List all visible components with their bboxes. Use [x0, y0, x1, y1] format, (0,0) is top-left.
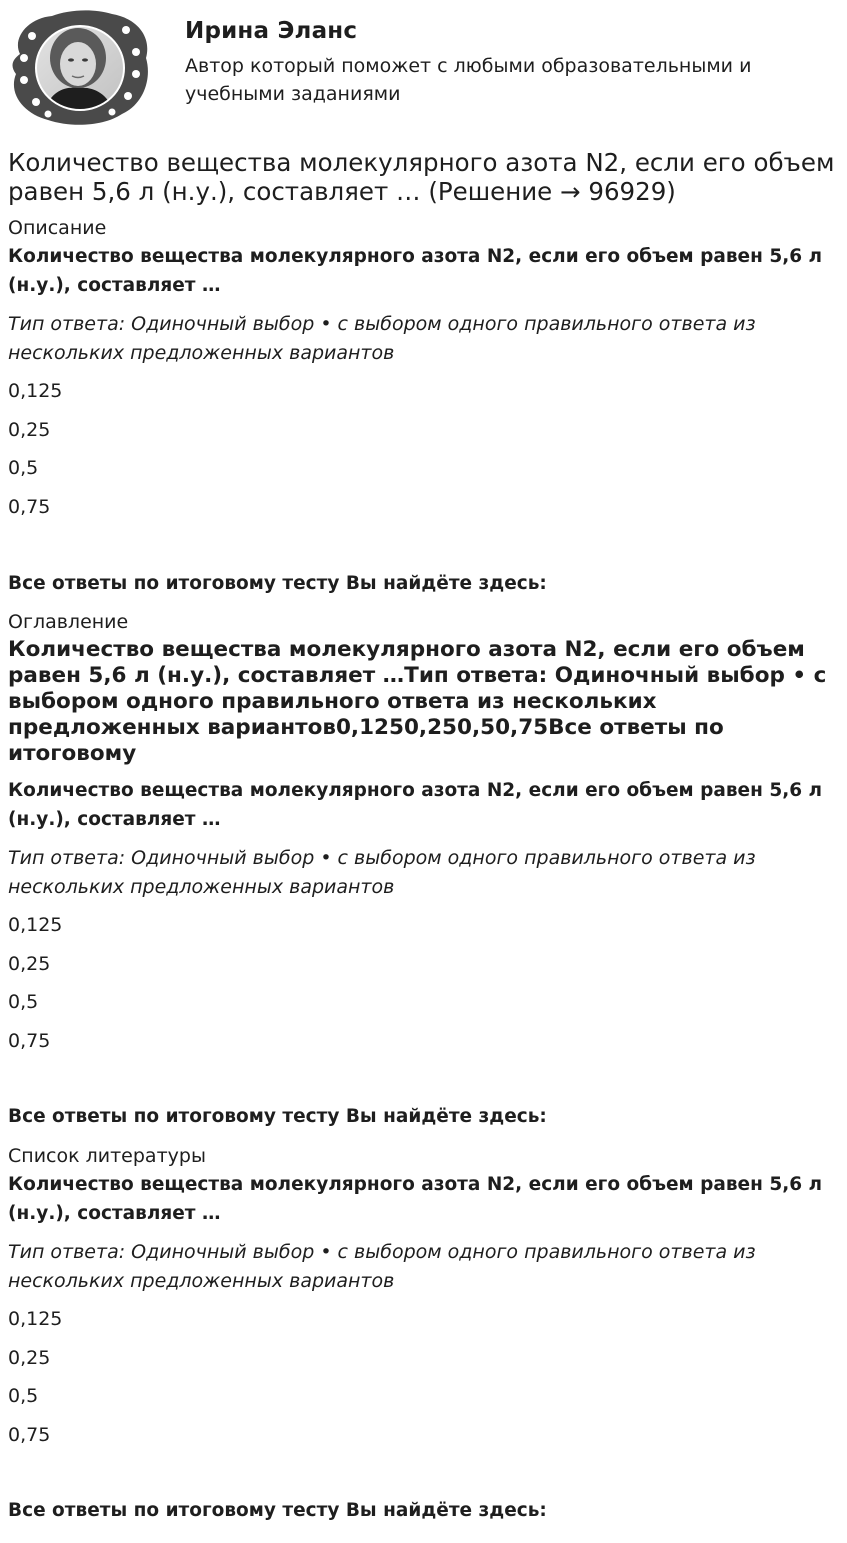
answer-option: 0,75 [8, 495, 51, 518]
author-description: Автор который поможет с любыми образовательными и учебными заданиями [185, 55, 752, 105]
section-label: Список литературы [8, 1145, 206, 1167]
answer-type: Тип ответа: Одиночный выбор • с выбором одного правильного ответа из нескольких предложенных вариантов [8, 847, 756, 898]
all-answers-text: Все ответы по итоговому тесту Вы найдёте здесь: [8, 573, 547, 594]
section-label: Оглавление [8, 611, 129, 633]
answer-type: Тип ответа: Одиночный выбор • с выбором одного правильного ответа из нескольких предложенных вариантов [8, 313, 756, 364]
section-bibliography-footer [8, 1498, 838, 1524]
answer-option: 0,5 [8, 1385, 39, 1407]
author-photo-film-frame-icon [8, 8, 150, 126]
question-text: Количество вещества молекулярного азота N2, если его объем равен 5,6 л (н.у.), составляет … [8, 246, 823, 296]
all-answers-text: Все ответы по итоговому тесту Вы найдёте здесь: [8, 1500, 547, 1521]
section-label: Описание [8, 217, 107, 239]
answer-option: 0,125 [8, 1308, 63, 1330]
author-card [8, 8, 838, 128]
answer-option: 0,75 [8, 1029, 51, 1052]
toc-heading[interactable]: Количество вещества молекулярного азота N2, если его объем равен 5,6 л (н.у.), составляет …Тип ответа: Одиночный выбор • с выбором одного правильного ответа из нескольких предложенных вариантов0,1250,250,50,75Все ответы по итоговому [8, 637, 827, 766]
answer-option: 0,75 [8, 1423, 51, 1446]
answer-option: 0,25 [8, 1346, 51, 1369]
answer-option: 0,25 [8, 952, 51, 975]
author-name[interactable]: Ирина Эланс [185, 18, 358, 44]
answer-option: 0,125 [8, 380, 63, 402]
section-toc-footer [8, 1104, 838, 1130]
answer-type: Тип ответа: Одиночный выбор • с выбором одного правильного ответа из нескольких предложенных вариантов [8, 1241, 756, 1292]
page-title: Количество вещества молекулярного азота N2, если его объем равен 5,6 л (н.у.), составляет … (Решение → 96929) [8, 148, 835, 206]
answer-option: 0,125 [8, 914, 63, 936]
author-avatar[interactable] [8, 8, 150, 126]
question-text: Количество вещества молекулярного азота N2, если его объем равен 5,6 л (н.у.), составляет … [8, 780, 823, 830]
section-bibliography [8, 1143, 838, 1459]
section-description-footer [8, 571, 838, 597]
answer-option: 0,5 [8, 991, 39, 1013]
all-answers-text: Все ответы по итоговому тесту Вы найдёте здесь: [8, 1106, 547, 1127]
question-text: Количество вещества молекулярного азота N2, если его объем равен 5,6 л (н.у.), составляет … [8, 1174, 823, 1224]
answer-option: 0,25 [8, 418, 51, 441]
answer-option: 0,5 [8, 457, 39, 479]
section-toc [8, 609, 838, 1065]
section-description [8, 215, 838, 531]
